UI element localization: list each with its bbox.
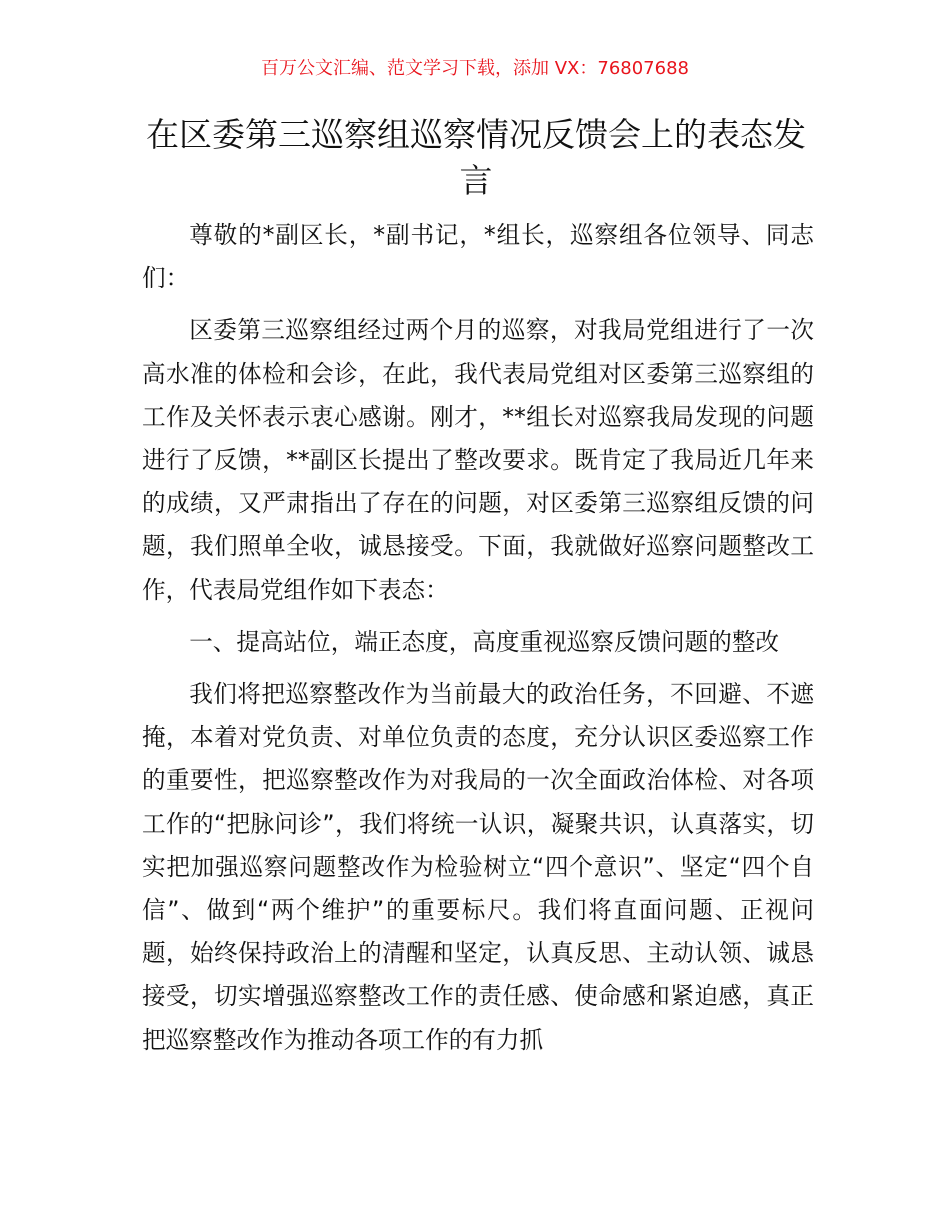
watermark-header: 百万公文汇编、范文学习下载，添加 VX：76807688 xyxy=(261,58,689,79)
body-paragraph: 我们将把巡察整改作为当前最大的政治任务，不回避、不遮掩，本着对党负责、对单位负责的态度，充分认识区委巡察工作的重要性，把巡察整改作为对我局的一次全面政治体检、对各项工作的“把脉问诊”，我们将统一认识，凝聚共识，认真落实，切实把加强巡察问题整改作为检验树立“四个意识”、坚定“四个自信”、做到“两个维护”的重要标尺。我们将直面问题、正视问题，始终保持政治上的清醒和坚定，认真反思、主动认领、诚恳接受，切实增强巡察整改工作的责任感、使命感和紧迫感，真正把巡察整改作为推动各项工作的有力抓 xyxy=(142,680,814,1054)
document-body xyxy=(142,214,814,1071)
section-heading: 一、提高站位，端正态度，高度重视巡察反馈问题的整改 xyxy=(189,627,780,656)
salutation-paragraph: 尊敬的*副区长，*副书记，*组长，巡察组各位领导、同志们： xyxy=(142,221,814,293)
document-title: 在区委第三巡察组巡察情况反馈会上的表态发言 xyxy=(146,115,806,200)
body-paragraph: 区委第三巡察组经过两个月的巡察，对我局党组进行了一次高水准的体检和会诊，在此，我代表局党组对区委第三巡察组的工作及关怀表示衷心感谢。刚才，**组长对巡察我局发现的问题进行了反馈，**副区长提出了整改要求。既肯定了我局近几年来的成绩，又严肃指出了存在的问题，对区委第三巡察组反馈的问题，我们照单全收，诚恳接受。下面，我就做好巡察问题整改工作，代表局党组作如下表态： xyxy=(142,316,814,604)
